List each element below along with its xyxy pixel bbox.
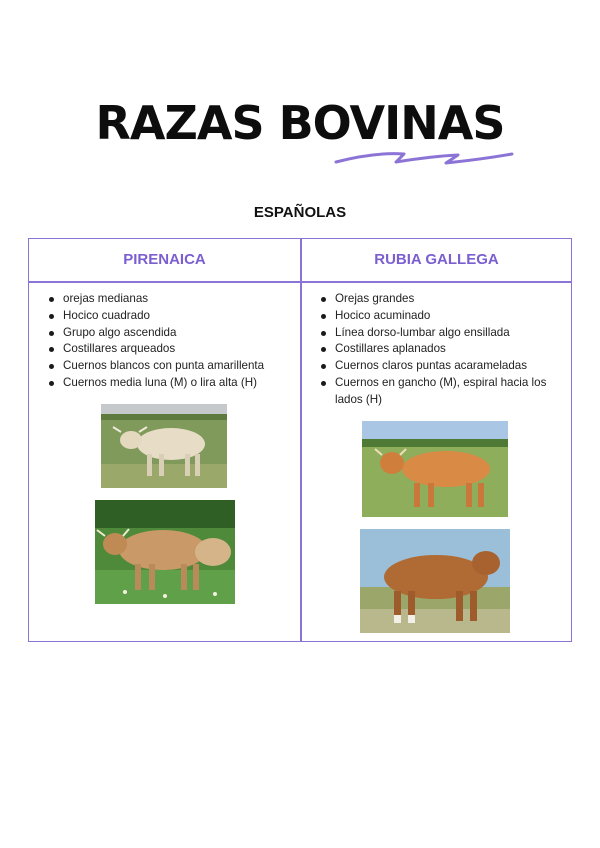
pirenaica-bull-photo — [95, 500, 235, 604]
list-item: Línea dorso-lumbar algo ensillada — [319, 325, 564, 342]
list-item: Cuernos en gancho (M), espiral hacia los lados (H) — [319, 375, 564, 409]
column-heading-rubia-gallega: RUBIA GALLEGA — [374, 251, 499, 268]
rubia-gallega-cow-photo — [362, 421, 508, 517]
pirenaica-cow-photo — [101, 404, 227, 488]
list-item: Costillares arqueados — [47, 341, 297, 358]
section-subtitle: ESPAÑOLAS — [253, 204, 347, 221]
header-divider — [29, 281, 571, 283]
list-item: orejas medianas — [47, 291, 297, 308]
list-item: Grupo algo ascendida — [47, 325, 297, 342]
list-item: Hocico acuminado — [319, 308, 564, 325]
list-item: Cuernos media luna (M) o lira alta (H) — [47, 375, 297, 392]
list-item: Costillares aplanados — [319, 341, 564, 358]
rubia-gallega-bull-photo — [360, 529, 510, 633]
list-item: Cuernos blancos con punta amarillenta — [47, 358, 297, 375]
page-title: RAZAS BOVINAS — [95, 96, 505, 150]
list-item: Orejas grandes — [319, 291, 564, 308]
squiggle-underline-decoration — [334, 148, 514, 168]
rubia-gallega-traits-list — [319, 291, 564, 409]
column-divider — [300, 239, 302, 641]
breeds-table — [28, 238, 572, 642]
column-heading-pirenaica: PIRENAICA — [123, 251, 206, 268]
pirenaica-traits-list — [47, 291, 297, 392]
list-item: Cuernos claros puntas acarameladas — [319, 358, 564, 375]
list-item: Hocico cuadrado — [47, 308, 297, 325]
